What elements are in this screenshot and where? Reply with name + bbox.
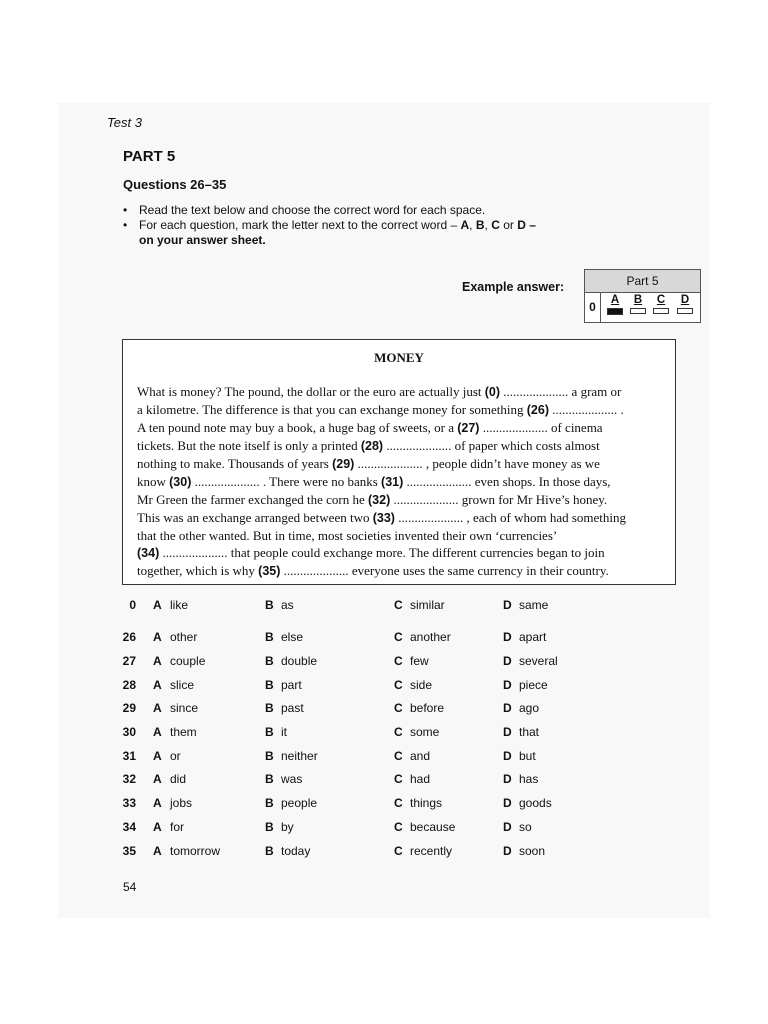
option-word-c: few	[410, 654, 429, 668]
option-letter-c: C	[394, 654, 403, 668]
option-word-d: goods	[519, 796, 552, 810]
gap-number: (35)	[258, 564, 281, 578]
option-letter-b: B	[265, 654, 274, 668]
instruction-text: Read the text below and choose the correct word for each space.	[139, 203, 486, 217]
option-word-c: because	[410, 820, 456, 834]
example-option-letter: C	[656, 294, 666, 306]
question-number: 30	[122, 725, 136, 739]
option-letter-c: C	[394, 772, 403, 786]
example-number: 0	[585, 293, 601, 322]
example-label: Example answer:	[462, 280, 565, 294]
passage-box	[122, 339, 676, 585]
option-word-b: part	[281, 678, 302, 692]
option-letter-d: D	[503, 772, 512, 786]
option-letter-d: D	[503, 749, 512, 763]
option-word-d: so	[519, 820, 532, 834]
option-word-d: apart	[519, 630, 547, 644]
question-number: 28	[122, 678, 136, 692]
example-option-letter: B	[633, 294, 643, 306]
option-letter-c: C	[394, 598, 403, 612]
option-word-b: by	[281, 820, 294, 834]
question-number: 29	[122, 701, 136, 715]
option-row	[0, 630, 768, 648]
passage-line: know (30) .................... . There were no banks (31) .................... even shops. In those days,	[137, 474, 611, 489]
option-letter-d: D	[503, 630, 512, 644]
gap-number: (31)	[381, 475, 404, 489]
option-word-b: neither	[281, 749, 318, 763]
option-word-d: several	[519, 654, 558, 668]
answer-bubble	[630, 308, 646, 314]
bullet-icon: •	[123, 203, 128, 217]
passage-line: A ten pound note may buy a book, a huge bag of sweets, or a (27) .................... of cinema	[137, 420, 603, 435]
option-row	[0, 749, 768, 767]
question-number: 0	[129, 598, 136, 612]
option-word-b: was	[281, 772, 303, 786]
option-letter-b: B	[265, 701, 274, 715]
option-letter-a: A	[153, 701, 162, 715]
option-row	[0, 598, 768, 616]
option-word-d: ago	[519, 701, 540, 715]
option-word-b: people	[281, 796, 318, 810]
option-word-a: couple	[170, 654, 206, 668]
gap-number: (0)	[484, 385, 501, 399]
option-letter-d: D	[503, 796, 512, 810]
passage-text	[137, 383, 665, 580]
question-number: 34	[122, 820, 136, 834]
bullet-icon: •	[123, 218, 128, 232]
option-word-a: tomorrow	[170, 844, 221, 858]
option-letter-a: A	[153, 630, 162, 644]
option-letter-b: B	[265, 796, 274, 810]
option-letter-d: D	[503, 598, 512, 612]
option-letter-a: A	[153, 796, 162, 810]
option-row	[0, 678, 768, 696]
option-letter-a: A	[153, 725, 162, 739]
answer-bubble	[677, 308, 693, 314]
option-letter-a: A	[153, 749, 162, 763]
option-word-c: side	[410, 678, 433, 692]
option-word-c: recently	[410, 844, 453, 858]
option-word-c: had	[410, 772, 431, 786]
passage-line: This was an exchange arranged between two (33) .................... , each of whom had something	[137, 510, 627, 525]
option-letter-b: B	[265, 820, 274, 834]
answer-bubble	[653, 308, 669, 314]
option-letter-d: D	[503, 820, 512, 834]
option-letter-b: B	[265, 749, 274, 763]
example-option-letter: A	[610, 294, 620, 306]
option-word-a: other	[170, 630, 198, 644]
instruction-continuation: on your answer sheet.	[139, 233, 266, 247]
option-word-a: slice	[170, 678, 195, 692]
instruction-1	[123, 203, 536, 218]
option-letter-d: D	[503, 725, 512, 739]
option-letter-c: C	[394, 749, 403, 763]
option-word-a: or	[170, 749, 181, 763]
option-letter-d: D	[503, 701, 512, 715]
option-row	[0, 820, 768, 838]
question-number: 27	[122, 654, 136, 668]
question-number: 35	[122, 844, 136, 858]
instructions	[123, 203, 536, 248]
gap-number: (29)	[332, 457, 355, 471]
option-word-b: as	[281, 598, 294, 612]
option-letter-c: C	[394, 796, 403, 810]
gap-number: (26)	[526, 403, 549, 417]
passage-line: What is money? The pound, the dollar or the euro are actually just (0) .................... a gram or	[137, 384, 622, 399]
example-box-title: Part 5	[585, 270, 700, 293]
option-letter-c: C	[394, 820, 403, 834]
option-word-d: soon	[519, 844, 546, 858]
passage-line: Mr Green the farmer exchanged the corn he (32) .................... grown for Mr Hive’s honey.	[137, 492, 608, 507]
gap-number: (34)	[137, 546, 160, 560]
option-letter-b: B	[265, 725, 274, 739]
option-word-d: same	[519, 598, 549, 612]
questions-title: Questions 26–35	[123, 177, 227, 192]
passage-line: a kilometre. The difference is that you can exchange money for something (26) .................... .	[137, 402, 624, 417]
option-word-b: double	[281, 654, 318, 668]
passage-title: MONEY	[374, 350, 424, 365]
option-word-a: jobs	[170, 796, 193, 810]
gap-number: (28)	[360, 439, 384, 453]
option-letter-a: A	[153, 678, 162, 692]
option-letter-c: C	[394, 678, 403, 692]
option-word-d: but	[519, 749, 536, 763]
option-word-b: else	[281, 630, 304, 644]
example-option-letter: D	[680, 294, 690, 306]
gap-number: (27)	[457, 421, 480, 435]
option-word-a: for	[170, 820, 185, 834]
option-row	[0, 725, 768, 743]
option-word-c: another	[410, 630, 451, 644]
option-letter-a: A	[153, 772, 162, 786]
option-word-a: like	[170, 598, 189, 612]
option-letter-d: D	[503, 654, 512, 668]
option-row	[0, 844, 768, 862]
option-word-b: it	[281, 725, 287, 739]
option-word-c: and	[410, 749, 431, 763]
option-word-c: similar	[410, 598, 445, 612]
example-option-a	[605, 294, 625, 315]
option-letter-a: A	[153, 598, 162, 612]
option-letter-b: B	[265, 772, 274, 786]
option-letter-b: B	[265, 630, 274, 644]
gap-number: (30)	[169, 475, 192, 489]
question-number: 32	[122, 772, 136, 786]
passage-line: tickets. But the note itself is only a printed (28) .................... of paper which costs almost	[137, 438, 600, 453]
option-word-b: past	[281, 701, 304, 715]
option-letter-a: A	[153, 654, 162, 668]
example-option-d	[675, 294, 695, 314]
test-label: Test 3	[107, 115, 142, 130]
question-number: 33	[122, 796, 136, 810]
option-word-c: some	[410, 725, 440, 739]
passage-line: nothing to make. Thousands of years (29) .................... , people didn’t have money as we	[137, 456, 600, 471]
example-option-b	[628, 294, 648, 314]
option-row	[0, 701, 768, 719]
gap-number: (32)	[368, 493, 391, 507]
option-letter-c: C	[394, 630, 403, 644]
option-word-c: before	[410, 701, 445, 715]
option-letter-c: C	[394, 701, 403, 715]
option-word-c: things	[410, 796, 443, 810]
instruction-2	[123, 218, 536, 233]
passage-line: that the other wanted. But in time, most societies invented their own ‘currencies’	[137, 528, 558, 543]
option-row	[0, 796, 768, 814]
option-letter-d: D	[503, 678, 512, 692]
option-word-d: that	[519, 725, 540, 739]
example-answer-box	[584, 269, 701, 323]
option-letter-c: C	[394, 725, 403, 739]
option-row	[0, 772, 768, 790]
option-letter-a: A	[153, 844, 162, 858]
answer-bubble	[607, 308, 623, 315]
part-title: PART 5	[123, 148, 176, 165]
option-letter-d: D	[503, 844, 512, 858]
instruction-text: For each question, mark the letter next to the correct word – A, B, C or D –	[139, 218, 536, 232]
passage-line: (34) .................... that people could exchange more. The different currencies began to join	[137, 545, 605, 560]
option-letter-a: A	[153, 820, 162, 834]
option-word-a: since	[170, 701, 199, 715]
question-number: 31	[122, 749, 136, 763]
option-row	[0, 654, 768, 672]
page-number: 54	[123, 880, 137, 894]
option-word-d: has	[519, 772, 539, 786]
gap-number: (33)	[372, 511, 395, 525]
option-word-d: piece	[519, 678, 548, 692]
option-letter-b: B	[265, 844, 274, 858]
option-word-a: did	[170, 772, 187, 786]
option-word-b: today	[281, 844, 311, 858]
question-number: 26	[122, 630, 136, 644]
passage-line: together, which is why (35) .................... everyone uses the same currency in their country.	[137, 563, 609, 578]
example-option-c	[651, 294, 671, 314]
option-letter-b: B	[265, 598, 274, 612]
option-letter-b: B	[265, 678, 274, 692]
option-letter-c: C	[394, 844, 403, 858]
option-word-a: them	[170, 725, 197, 739]
